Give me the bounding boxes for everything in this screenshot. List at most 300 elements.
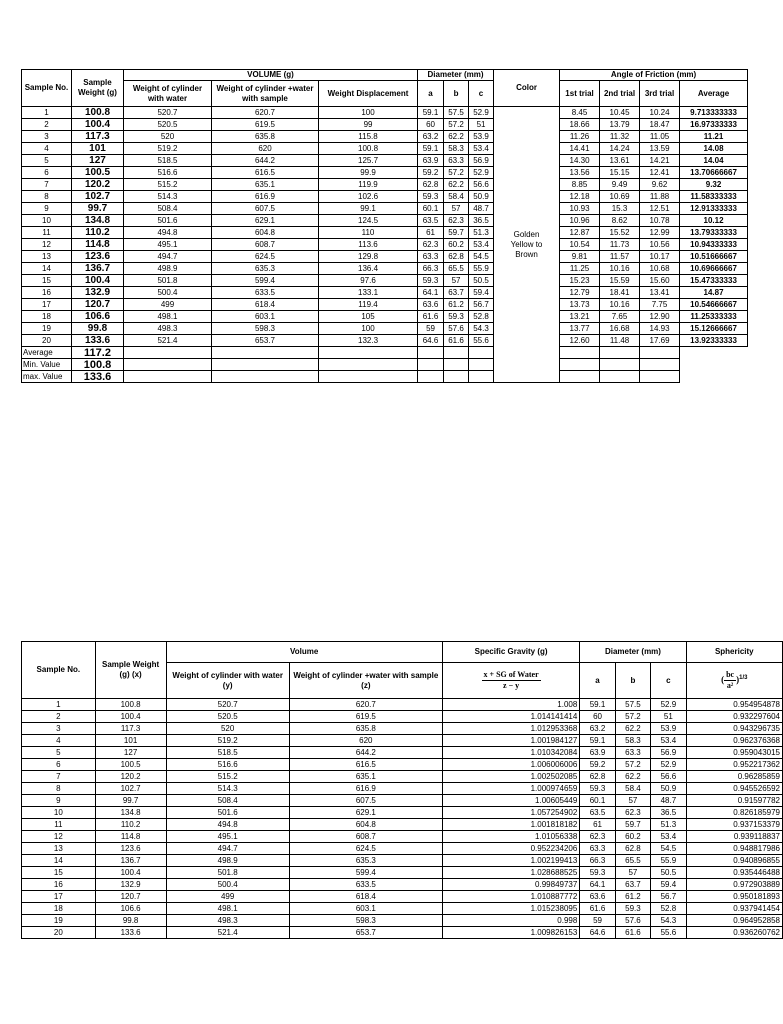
table-cell: 64.1 <box>418 287 444 299</box>
header-sphericity: Sphericity <box>686 642 782 663</box>
table-cell: 57.5 <box>615 699 650 711</box>
table-cell: 10.54666667 <box>680 299 748 311</box>
table-row <box>22 287 748 299</box>
header-cylinder-water: Weight of cylinder with water <box>124 81 212 107</box>
table-cell: 110.2 <box>72 227 124 239</box>
color-cell <box>494 107 560 383</box>
header-trial-1: 1st trial <box>560 81 600 107</box>
empty-cell <box>444 347 469 359</box>
table-cell: 598.3 <box>212 323 319 335</box>
table-cell: 54.5 <box>651 843 686 855</box>
summary-row <box>22 371 748 383</box>
table-cell: 57.6 <box>444 323 469 335</box>
table-cell: 52.9 <box>469 167 494 179</box>
sph-denominator: a² <box>726 681 734 690</box>
table-cell: 15.23 <box>560 275 600 287</box>
table-cell: 11.48 <box>600 335 640 347</box>
table-cell: 13.92333333 <box>680 335 748 347</box>
table-cell: 494.8 <box>166 819 289 831</box>
header-average: Average <box>680 81 748 107</box>
table-cell: 603.1 <box>212 311 319 323</box>
table-cell: 11.21 <box>680 131 748 143</box>
table-cell: 136.4 <box>319 263 418 275</box>
table-cell: 12.99 <box>640 227 680 239</box>
header-sample-no: Sample No. <box>22 70 72 107</box>
table-cell: 14.24 <box>600 143 640 155</box>
table-cell: 633.5 <box>212 287 319 299</box>
table-cell: 19 <box>22 915 96 927</box>
table-cell: 59.1 <box>580 699 615 711</box>
table-row <box>22 179 748 191</box>
table-cell: 51 <box>469 119 494 131</box>
table-row <box>22 903 783 915</box>
table-cell: 518.5 <box>166 747 289 759</box>
table-row <box>22 119 748 131</box>
table-cell: 63.2 <box>418 131 444 143</box>
table-cell: 101 <box>95 735 166 747</box>
table-cell: 63.6 <box>580 891 615 903</box>
table-cell: 15.12666667 <box>680 323 748 335</box>
table-cell: 61.6 <box>418 311 444 323</box>
table-cell: 114.8 <box>95 831 166 843</box>
table-cell: 6 <box>22 759 96 771</box>
sph-fraction <box>724 670 736 691</box>
header-color: Color <box>494 70 560 107</box>
table-row <box>22 311 748 323</box>
table-cell: 498.9 <box>166 855 289 867</box>
table-cell: 53.4 <box>469 143 494 155</box>
table-cell: 14.04 <box>680 155 748 167</box>
table-cell: 5 <box>22 155 72 167</box>
table-cell: 53.4 <box>469 239 494 251</box>
table-cell: 60.1 <box>580 795 615 807</box>
table-cell: 603.1 <box>289 903 442 915</box>
header-cylinder-sample: Weight of cylinder +water with sample <box>212 81 319 107</box>
table-cell: 57.2 <box>615 759 650 771</box>
table-cell: 61.6 <box>615 927 650 939</box>
table-cell: 520.7 <box>124 107 212 119</box>
table-cell: 1.057254902 <box>442 807 579 819</box>
table-cell: 11.73 <box>600 239 640 251</box>
sg-fraction <box>482 670 541 691</box>
table-cell: 10.69666667 <box>680 263 748 275</box>
table-cell: 100.8 <box>319 143 418 155</box>
table-cell: 620 <box>289 735 442 747</box>
table-cell: 59.3 <box>444 311 469 323</box>
table-cell: 1.006006006 <box>442 759 579 771</box>
table-cell: 115.8 <box>319 131 418 143</box>
table-cell: 120.7 <box>95 891 166 903</box>
table-cell: 48.7 <box>651 795 686 807</box>
table-cell: 133.6 <box>95 927 166 939</box>
table-cell: 14.87 <box>680 287 748 299</box>
table-cell: 59.1 <box>418 143 444 155</box>
table-cell: 65.5 <box>444 263 469 275</box>
table-cell: 120.2 <box>95 771 166 783</box>
table-cell: 616.5 <box>289 759 442 771</box>
table-cell: 9 <box>22 795 96 807</box>
empty-cell <box>212 359 319 371</box>
table-cell: 7 <box>22 179 72 191</box>
table-cell: 619.5 <box>212 119 319 131</box>
table-cell: 653.7 <box>289 927 442 939</box>
table-cell: 9.62 <box>640 179 680 191</box>
table-cell: 1.028688525 <box>442 867 579 879</box>
table-cell: 6 <box>22 167 72 179</box>
table-cell: 518.5 <box>124 155 212 167</box>
table-cell: 17 <box>22 299 72 311</box>
table-cell: 0.959043015 <box>686 747 782 759</box>
table-cell: 499 <box>166 891 289 903</box>
table-cell: 12.18 <box>560 191 600 203</box>
table-row <box>22 167 748 179</box>
table-cell: 0.826185979 <box>686 807 782 819</box>
table-cell: 13 <box>22 251 72 263</box>
table-cell: 8.85 <box>560 179 600 191</box>
table-cell: 99.1 <box>319 203 418 215</box>
table-cell: 57.6 <box>615 915 650 927</box>
table-cell: 616.9 <box>289 783 442 795</box>
table-cell: 519.2 <box>166 735 289 747</box>
table-cell: 624.5 <box>289 843 442 855</box>
table-cell: 1.015238095 <box>442 903 579 915</box>
table-cell: 10 <box>22 807 96 819</box>
table-cell: 514.3 <box>124 191 212 203</box>
table-cell: 11.25 <box>560 263 600 275</box>
table-row <box>22 723 783 735</box>
table-cell: 629.1 <box>212 215 319 227</box>
table-cell: 136.7 <box>72 263 124 275</box>
table-cell: 2 <box>22 119 72 131</box>
table-cell: 134.8 <box>72 215 124 227</box>
table-cell: 10 <box>22 215 72 227</box>
table-cell: 14.21 <box>640 155 680 167</box>
table-row <box>22 927 783 939</box>
table-cell: 13.56 <box>560 167 600 179</box>
table-cell: 7 <box>22 771 96 783</box>
table-cell: 10.45 <box>600 107 640 119</box>
table-cell: 9 <box>22 203 72 215</box>
table1-body <box>22 107 748 383</box>
table-cell: 132.3 <box>319 335 418 347</box>
table-cell: 56.9 <box>651 747 686 759</box>
table-cell: 498.3 <box>124 323 212 335</box>
table-cell: 0.939118837 <box>686 831 782 843</box>
header-c: c <box>469 81 494 107</box>
table-cell: 7.65 <box>600 311 640 323</box>
table-cell: 133.1 <box>319 287 418 299</box>
angle-of-friction-table <box>21 69 748 383</box>
table-cell: 63.6 <box>418 299 444 311</box>
table2-body <box>22 699 783 939</box>
table-cell: 13.61 <box>600 155 640 167</box>
table-cell: 36.5 <box>651 807 686 819</box>
table-cell: 100.8 <box>95 699 166 711</box>
table-cell: 120.7 <box>72 299 124 311</box>
empty-cell <box>640 359 680 371</box>
empty-cell <box>469 371 494 383</box>
header-trial-3: 3rd trial <box>640 81 680 107</box>
table-cell: 59.2 <box>418 167 444 179</box>
sph-close-paren: ) <box>736 674 740 685</box>
empty-cell <box>560 371 600 383</box>
table-cell: 620.7 <box>289 699 442 711</box>
summary-value: 133.6 <box>72 371 124 383</box>
table-cell: 62.2 <box>444 179 469 191</box>
table-cell: 36.5 <box>469 215 494 227</box>
empty-cell <box>319 347 418 359</box>
color-text: Golden Yellow to Brown <box>510 229 543 259</box>
empty-cell <box>560 347 600 359</box>
summary-row <box>22 347 748 359</box>
empty-cell <box>212 347 319 359</box>
sg-formula <box>442 663 579 699</box>
table-cell: 99.7 <box>95 795 166 807</box>
table-cell: 604.8 <box>289 819 442 831</box>
table-cell: 13.79333333 <box>680 227 748 239</box>
table-cell: 18.47 <box>640 119 680 131</box>
table-row <box>22 855 783 867</box>
table-cell: 12.90 <box>640 311 680 323</box>
table-cell: 58.3 <box>615 735 650 747</box>
table-cell: 13.21 <box>560 311 600 323</box>
table-row <box>22 819 783 831</box>
table-cell: 58.4 <box>615 783 650 795</box>
table-cell: 125.7 <box>319 155 418 167</box>
table-cell: 59.2 <box>580 759 615 771</box>
table-cell: 60 <box>580 711 615 723</box>
sg-denominator: z − y <box>503 681 520 690</box>
table-cell: 1.014141414 <box>442 711 579 723</box>
table-cell: 16 <box>22 879 96 891</box>
table-cell: 12.51 <box>640 203 680 215</box>
table-cell: 101 <box>72 143 124 155</box>
table-cell: 18.66 <box>560 119 600 131</box>
table-cell: 52.9 <box>651 699 686 711</box>
table-cell: 14.93 <box>640 323 680 335</box>
table-cell: 12.79 <box>560 287 600 299</box>
empty-cell <box>600 359 640 371</box>
table-cell: 99.7 <box>72 203 124 215</box>
table-cell: 51 <box>651 711 686 723</box>
table-cell: 119.9 <box>319 179 418 191</box>
table-cell: 11.88 <box>640 191 680 203</box>
table-cell: 498.1 <box>166 903 289 915</box>
table-cell: 61.2 <box>615 891 650 903</box>
table-cell: 51.3 <box>651 819 686 831</box>
header-trial-2: 2nd trial <box>600 81 640 107</box>
table-cell: 55.6 <box>651 927 686 939</box>
table-cell: 97.6 <box>319 275 418 287</box>
table-row <box>22 735 783 747</box>
table-cell: 55.6 <box>469 335 494 347</box>
table-cell: 1.002502085 <box>442 771 579 783</box>
table-cell: 9.49 <box>600 179 640 191</box>
table-cell: 8.62 <box>600 215 640 227</box>
empty-cell <box>444 359 469 371</box>
table-cell: 55.9 <box>651 855 686 867</box>
table-cell: 100 <box>319 107 418 119</box>
table-cell: 100.8 <box>72 107 124 119</box>
table-cell: 0.96285859 <box>686 771 782 783</box>
table-row <box>22 251 748 263</box>
table-cell: 18 <box>22 903 96 915</box>
table-cell: 129.8 <box>319 251 418 263</box>
table-cell: 16.68 <box>600 323 640 335</box>
table-cell: 0.962376368 <box>686 735 782 747</box>
table-cell: 608.7 <box>289 831 442 843</box>
table-cell: 15.15 <box>600 167 640 179</box>
table-cell: 3 <box>22 723 96 735</box>
table-cell: 10.56 <box>640 239 680 251</box>
table-cell: 13.59 <box>640 143 680 155</box>
header-cylinder-water: Weight of cylinder with water (y) <box>166 663 289 699</box>
table-cell: 508.4 <box>124 203 212 215</box>
table-row <box>22 215 748 227</box>
table-cell: 63.3 <box>580 843 615 855</box>
table-cell: 62.8 <box>615 843 650 855</box>
table-cell: 608.7 <box>212 239 319 251</box>
table-cell: 64.1 <box>580 879 615 891</box>
table-cell: 635.8 <box>289 723 442 735</box>
table-cell: 99 <box>319 119 418 131</box>
table-row <box>22 915 783 927</box>
table-cell: 1 <box>22 699 96 711</box>
header-diameter: Diameter (mm) <box>580 642 686 663</box>
table-row <box>22 155 748 167</box>
table-cell: 132.9 <box>72 287 124 299</box>
table-cell: 57 <box>615 867 650 879</box>
table-row <box>22 335 748 347</box>
table-cell: 59.4 <box>651 879 686 891</box>
table-cell: 519.2 <box>124 143 212 155</box>
table-cell: 110.2 <box>95 819 166 831</box>
table-cell: 127 <box>95 747 166 759</box>
table-cell: 9.81 <box>560 251 600 263</box>
table-cell: 19 <box>22 323 72 335</box>
table-cell: 0.945526592 <box>686 783 782 795</box>
table-cell: 0.952217362 <box>686 759 782 771</box>
table-cell: 515.2 <box>166 771 289 783</box>
table-cell: 10.16 <box>600 263 640 275</box>
table-cell: 0.937153379 <box>686 819 782 831</box>
table-cell: 102.7 <box>72 191 124 203</box>
table-cell: 3 <box>22 131 72 143</box>
table-cell: 1.009826153 <box>442 927 579 939</box>
summary-value: 117.2 <box>72 347 124 359</box>
table-cell: 620.7 <box>212 107 319 119</box>
sph-open-paren: ( <box>721 674 725 685</box>
header-sample-no: Sample No. <box>22 642 96 699</box>
table-cell: 63.3 <box>418 251 444 263</box>
table-cell: 14.30 <box>560 155 600 167</box>
table-cell: 113.6 <box>319 239 418 251</box>
header-a: a <box>580 663 615 699</box>
table-cell: 11.32 <box>600 131 640 143</box>
table-cell: 123.6 <box>95 843 166 855</box>
table-cell: 500.4 <box>124 287 212 299</box>
table-cell: 0.936260762 <box>686 927 782 939</box>
table-cell: 0.91597782 <box>686 795 782 807</box>
table-cell: 616.9 <box>212 191 319 203</box>
table-cell: 52.8 <box>469 311 494 323</box>
empty-cell <box>640 347 680 359</box>
table-cell: 53.9 <box>469 131 494 143</box>
table-cell: 616.5 <box>212 167 319 179</box>
table-cell: 9.32 <box>680 179 748 191</box>
table-cell: 0.950181893 <box>686 891 782 903</box>
header-weight-displacement: Weight Displacement <box>319 81 418 107</box>
header-angle-of-friction: Angle of Friction (mm) <box>560 70 748 81</box>
table-cell: 20 <box>22 927 96 939</box>
table-cell: 0.972903889 <box>686 879 782 891</box>
table-cell: 56.6 <box>469 179 494 191</box>
table-cell: 117.3 <box>72 131 124 143</box>
table-cell: 64.6 <box>580 927 615 939</box>
table-row <box>22 275 748 287</box>
table-cell: 10.17 <box>640 251 680 263</box>
sph-numerator: bc <box>726 670 735 679</box>
table-cell: 62.3 <box>580 831 615 843</box>
table-cell: 15.59 <box>600 275 640 287</box>
table-cell: 59.3 <box>418 191 444 203</box>
table-cell: 0.948817986 <box>686 843 782 855</box>
table-cell: 635.8 <box>212 131 319 143</box>
table-cell: 13.77 <box>560 323 600 335</box>
table-cell: 59 <box>418 323 444 335</box>
table-cell: 63.5 <box>418 215 444 227</box>
table-cell: 520 <box>166 723 289 735</box>
table-cell: 57.5 <box>444 107 469 119</box>
table-cell: 61 <box>580 819 615 831</box>
table-cell: 604.8 <box>212 227 319 239</box>
table-cell: 59.3 <box>580 867 615 879</box>
table-cell: 61 <box>418 227 444 239</box>
table-cell: 10.24 <box>640 107 680 119</box>
table-cell: 55.9 <box>469 263 494 275</box>
table-row <box>22 263 748 275</box>
table-cell: 63.3 <box>615 747 650 759</box>
table-cell: 635.3 <box>289 855 442 867</box>
table-cell: 100.4 <box>95 867 166 879</box>
table-cell: 501.8 <box>166 867 289 879</box>
table-cell: 620 <box>212 143 319 155</box>
table-cell: 56.6 <box>651 771 686 783</box>
table-cell: 0.943296735 <box>686 723 782 735</box>
table-cell: 59 <box>580 915 615 927</box>
table-cell: 59.7 <box>615 819 650 831</box>
table-cell: 10.69 <box>600 191 640 203</box>
table-cell: 495.1 <box>124 239 212 251</box>
table-cell: 59.4 <box>469 287 494 299</box>
table-cell: 13.70666667 <box>680 167 748 179</box>
table-cell: 54.3 <box>469 323 494 335</box>
table-cell: 60.2 <box>444 239 469 251</box>
table-cell: 635.1 <box>289 771 442 783</box>
table-cell: 57.2 <box>444 119 469 131</box>
table-row <box>22 771 783 783</box>
table-cell: 644.2 <box>212 155 319 167</box>
table-row <box>22 783 783 795</box>
table-cell: 100.4 <box>72 275 124 287</box>
table-row <box>22 227 748 239</box>
table-cell: 63.9 <box>580 747 615 759</box>
header-b: b <box>615 663 650 699</box>
table-cell: 63.9 <box>418 155 444 167</box>
header-specific-gravity: Specific Gravity (g) <box>442 642 579 663</box>
table-row <box>22 891 783 903</box>
header-diameter: Diameter (mm) <box>418 70 494 81</box>
